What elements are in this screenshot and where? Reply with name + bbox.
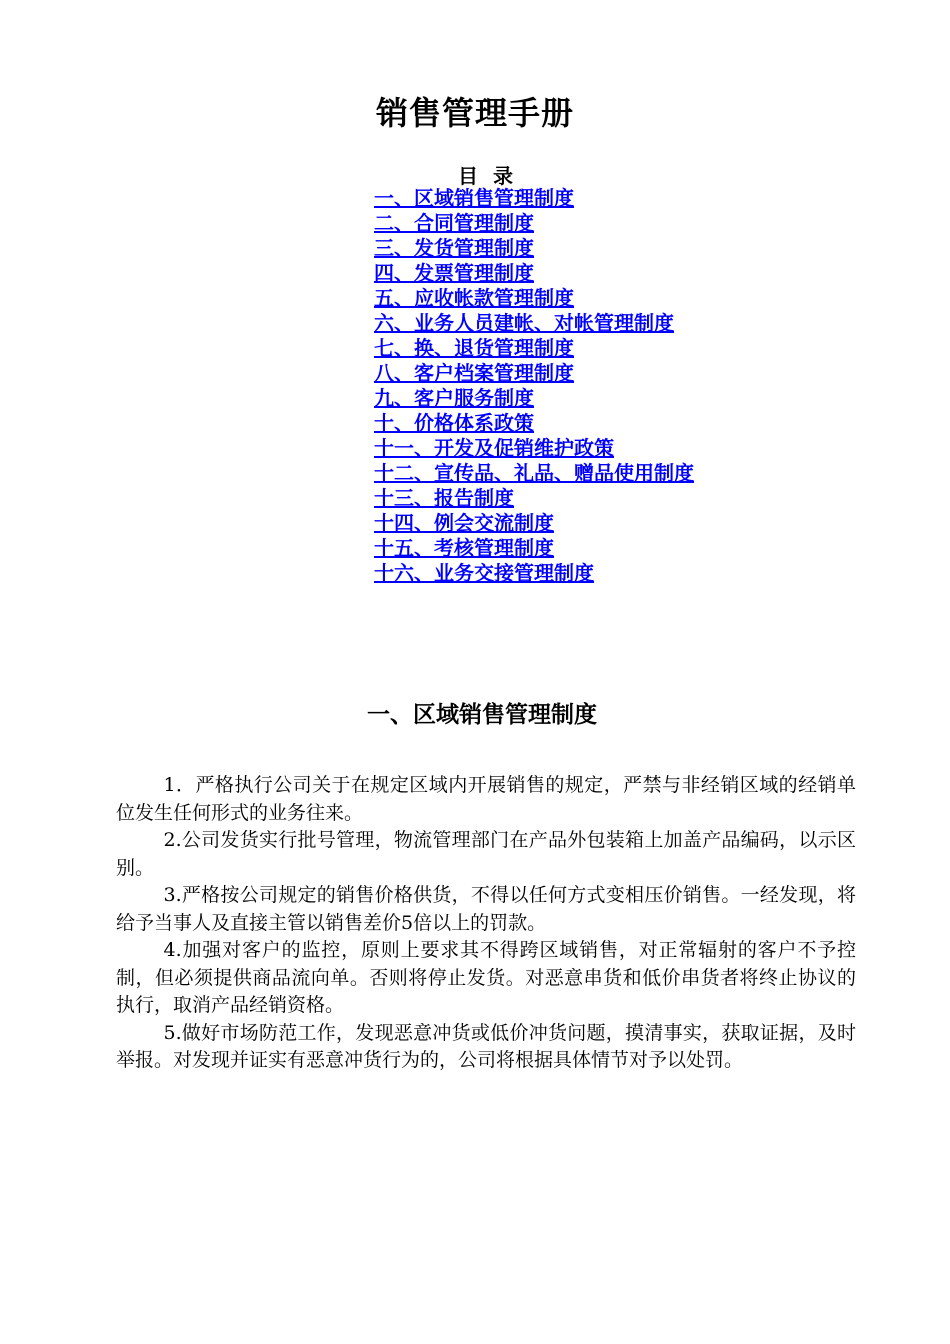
toc-item [374, 186, 694, 211]
toc-link-6[interactable]: 六、业务人员建帐、对帐管理制度 [374, 311, 674, 335]
paragraph-5: 5.做好市场防范工作，发现恶意冲货或低价冲货问题，摸清事实，获取证据，及时举报。对发现并证实有恶意冲货行为的，公司将根据具体情节对予以处罚。 [116, 1021, 856, 1071]
section-heading: 一、区域销售管理制度 [367, 702, 597, 728]
toc-link-16[interactable]: 十六、业务交接管理制度 [374, 561, 594, 585]
toc-link-2[interactable]: 二、合同管理制度 [374, 211, 534, 235]
toc-link-8[interactable]: 八、客户档案管理制度 [374, 361, 574, 385]
paragraph-4: 4.加强对客户的监控，原则上要求其不得跨区域销售，对正常辐射的客户不予控制，但必须提供商品流向单。否则将停止发货。对恶意串货和低价串货者将终止协议的执行，取消产品经销资格。 [116, 939, 856, 1016]
toc-item [374, 411, 694, 436]
toc-item [374, 561, 694, 586]
toc-link-4[interactable]: 四、发票管理制度 [374, 261, 534, 285]
toc-item [374, 311, 694, 336]
toc-link-5[interactable]: 五、应收帐款管理制度 [374, 286, 574, 310]
toc-link-11[interactable]: 十一、开发及促销维护政策 [374, 436, 614, 460]
paragraph-2: 2.公司发货实行批号管理，物流管理部门在产品外包装箱上加盖产品编码，以示区别。 [116, 829, 856, 879]
toc-link-7[interactable]: 七、换、退货管理制度 [374, 336, 574, 360]
toc-link-13[interactable]: 十三、报告制度 [374, 486, 514, 510]
toc-link-9[interactable]: 九、客户服务制度 [374, 386, 534, 410]
paragraph-3: 3.严格按公司规定的销售价格供货，不得以任何方式变相压价销售。一经发现，将给予当事人及直接主管以销售差价5倍以上的罚款。 [116, 884, 856, 934]
paragraph-1: 1．严格执行公司关于在规定区域内开展销售的规定，严禁与非经销区域的经销单位发生任何形式的业务往来。 [116, 774, 856, 824]
document-title: 销售管理手册 [375, 94, 574, 132]
toc-heading: 目 录 [458, 164, 517, 188]
toc-item [374, 236, 694, 261]
toc-link-10[interactable]: 十、价格体系政策 [374, 411, 534, 435]
toc-item [374, 511, 694, 536]
toc-item [374, 286, 694, 311]
toc-item [374, 536, 694, 561]
toc-item [374, 436, 694, 461]
section-body [116, 772, 856, 1075]
toc-item [374, 261, 694, 286]
toc-link-12[interactable]: 十二、宣传品、礼品、赠品使用制度 [374, 461, 694, 485]
toc-item [374, 336, 694, 361]
toc-link-15[interactable]: 十五、考核管理制度 [374, 536, 554, 560]
toc-item [374, 486, 694, 511]
toc-item [374, 386, 694, 411]
toc-link-1[interactable]: 一、区域销售管理制度 [374, 186, 574, 210]
table-of-contents [374, 186, 694, 586]
toc-link-3[interactable]: 三、发货管理制度 [374, 236, 534, 260]
toc-item [374, 211, 694, 236]
toc-link-14[interactable]: 十四、例会交流制度 [374, 511, 554, 535]
toc-item [374, 461, 694, 486]
toc-item [374, 361, 694, 386]
